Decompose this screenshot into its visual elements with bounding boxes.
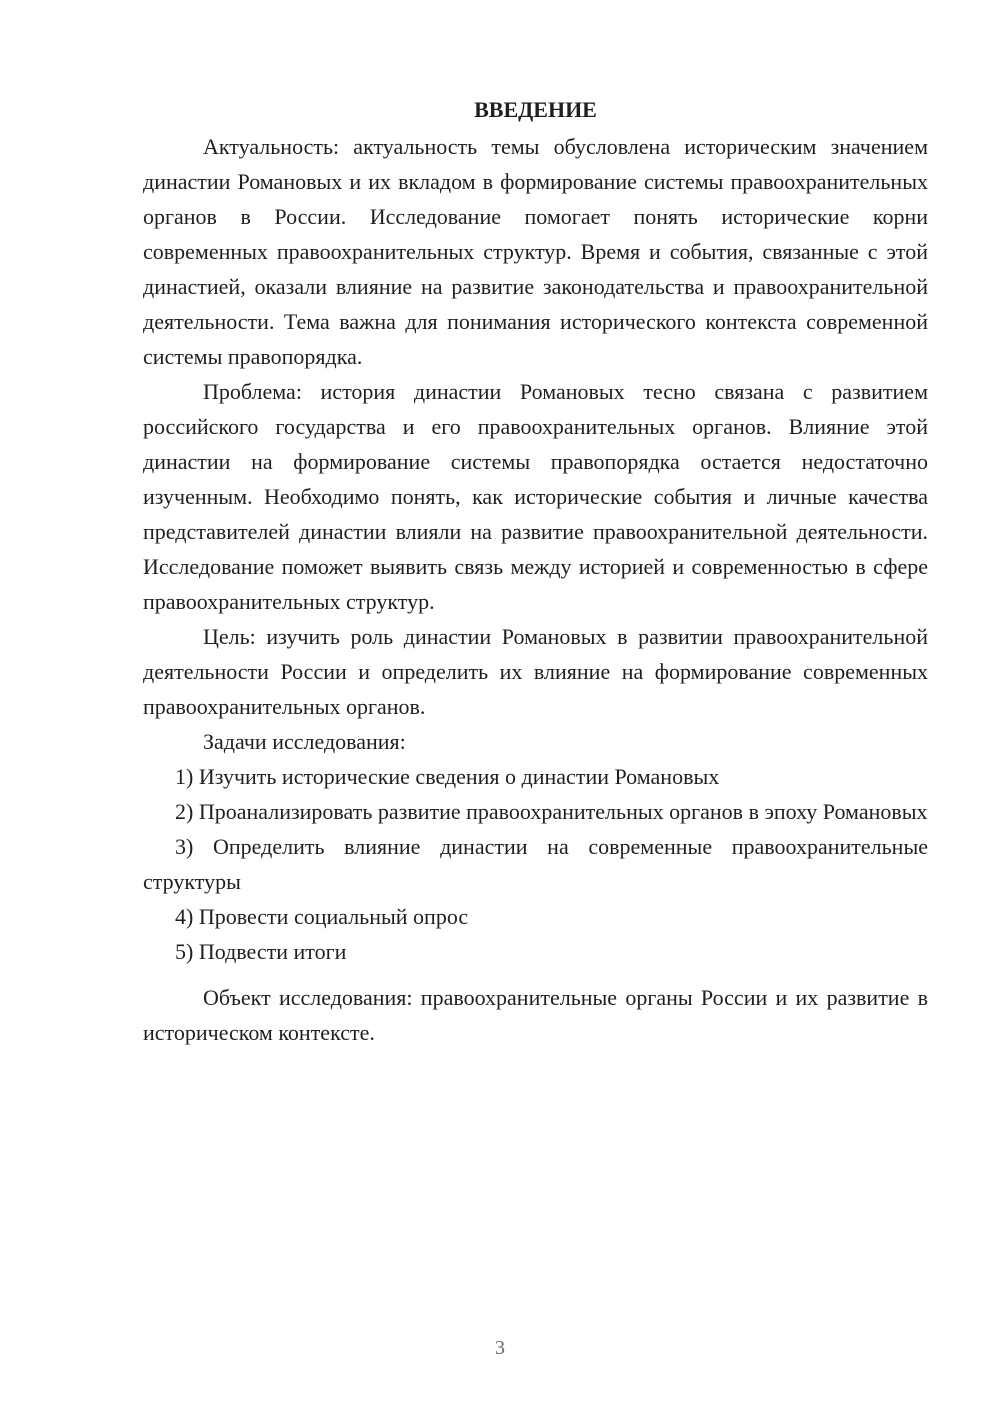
- object-paragraph: Объект исследования: правоохранительные органы России и их развитие в историческом контексте.: [143, 985, 928, 1045]
- tasks-heading: Задачи исследования:: [203, 729, 406, 754]
- relevance-paragraph: Актуальность: актуальность темы обусловлена историческим значением династии Романовых и их вкладом в формирование системы правоохранительных органов в России. Исследование помогает понять исторические корни современных правоохранительных структур. Время и события, связанные с этой династией, оказали влияние на развитие законодательства и правоохранительной деятельности. Тема важна для понимания исторического контекста современной системы правопорядка.: [143, 134, 928, 369]
- page-content: [143, 92, 928, 1050]
- page-title: ВВЕДЕНИЕ: [474, 97, 597, 122]
- task-item-5: 5) Подвести итоги: [175, 939, 347, 964]
- task-item-3: 3) Определить влияние династии на современные правоохранительные структуры: [143, 834, 928, 894]
- task-item-4: 4) Провести социальный опрос: [175, 904, 469, 929]
- task-item-1: 1) Изучить исторические сведения о династии Романовых: [175, 764, 720, 789]
- page-number: 3: [495, 1337, 505, 1359]
- goal-paragraph: Цель: изучить роль династии Романовых в развитии правоохранительной деятельности России и определить их влияние на формирование современных правоохранительных органов.: [143, 624, 928, 719]
- problem-paragraph: Проблема: история династии Романовых тесно связана с развитием российского государства и его правоохранительных органов. Влияние этой династии на формирование системы правопорядка остается недостаточно изученным. Необходимо понять, как исторические события и личные качества представителей династии влияли на развитие правоохранительной деятельности. Исследование поможет выявить связь между историей и современностью в сфере правоохранительных структур.: [143, 379, 928, 614]
- task-item-2: 2) Проанализировать развитие правоохранительных органов в эпоху Романовых: [175, 799, 928, 824]
